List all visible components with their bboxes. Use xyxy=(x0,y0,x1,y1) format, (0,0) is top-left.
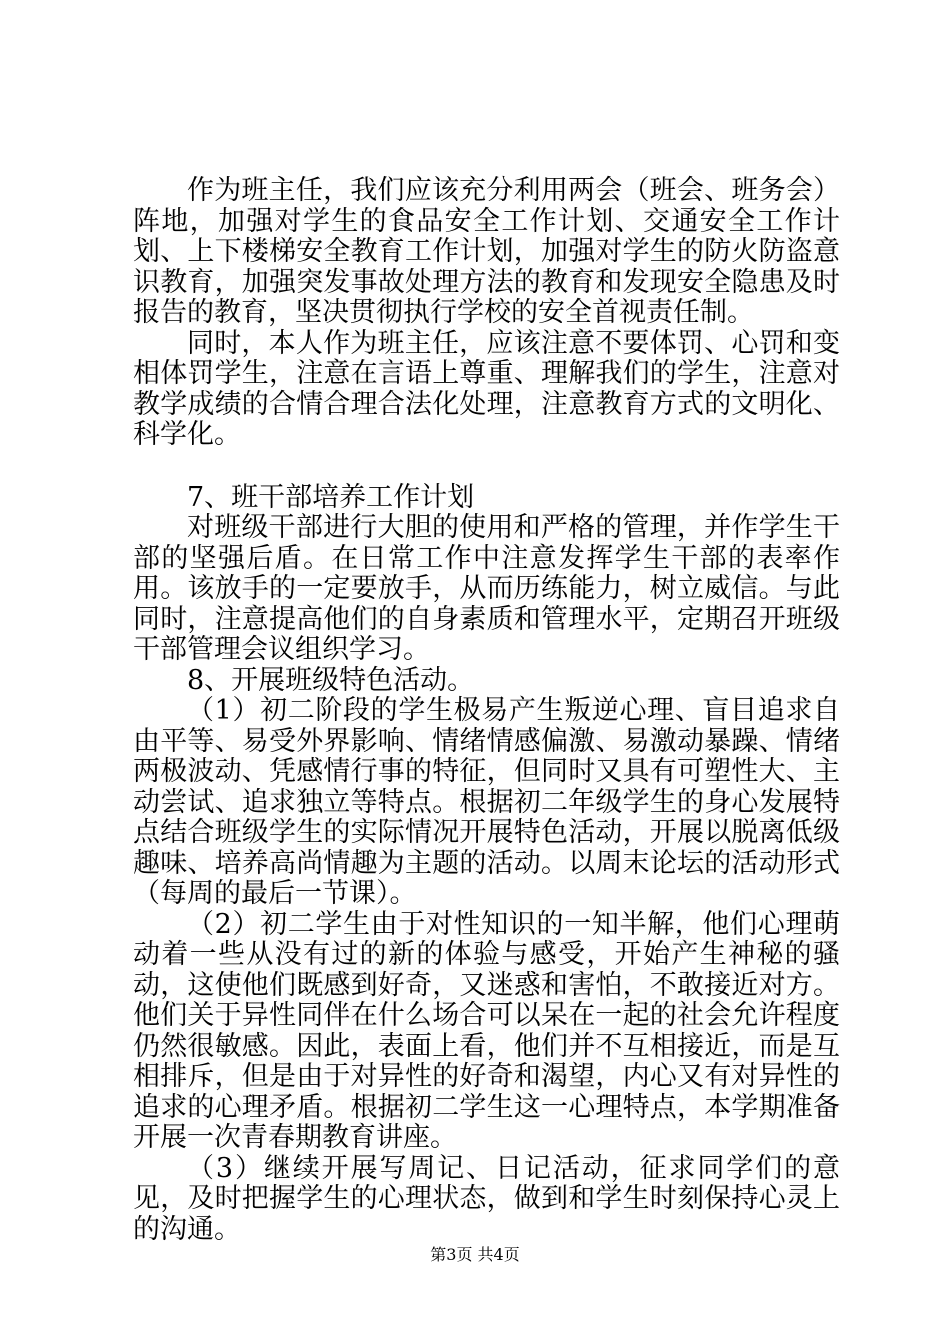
page-footer: 第3页 共4页 xyxy=(430,1245,520,1264)
paragraph-safety-education: 作为班主任，我们应该充分利用两会（班会、班务会）阵地，加强对学生的食品安全工作计划、交通安全工作计划、上下楼梯安全教育工作计划，加强对学生的防火防盗意识教育，加强突发事故处理方法的教育和发现安全隐患及时报告的教育，坚决贯彻执行学校的安全首视责任制。 xyxy=(133,175,840,328)
section-7-body: 对班级干部进行大胆的使用和严格的管理，并作学生干部的坚强后盾。在日常工作中注意发挥学生干部的表率作用。该放手的一定要放手，从而历练能力，树立威信。与此同时，注意提高他们的自身素质和管理水平，定期召开班级干部管理会议组织学习。 xyxy=(133,512,840,665)
section-8-heading: 8、开展班级特色活动。 xyxy=(187,664,475,696)
paragraph-teacher-conduct: 同时，本人作为班主任，应该注意不要体罚、心罚和变相体罚学生，注意在言语上尊重、理解我们的学生，注意对教学成绩的合情合理合法化处理，注意教育方式的文明化、科学化。 xyxy=(133,327,840,450)
paragraph-gap xyxy=(133,451,840,483)
section-8-item-3: （3）继续开展写周记、日记活动，征求同学们的意见，及时把握学生的心理状态，做到和学生时刻保持心灵上的沟通。 xyxy=(133,1152,840,1245)
document-body xyxy=(133,176,840,1245)
section-8-item-1: （1）初二阶段的学生极易产生叛逆心理、盲目追求自由平等、易受外界影响、情绪情感偏激、易激动暴躁、情绪两极波动、凭感情行事的特征，但同时又具有可塑性大、主动尝试、追求独立等特点。根据初二年级学生的身心发展特点结合班级学生的实际情况开展特色活动，开展以脱离低级趣味、培养高尚情趣为主题的活动。以周末论坛的活动形式（每周的最后一节课）。 xyxy=(133,695,840,909)
section-7-heading: 7、班干部培养工作计划 xyxy=(187,481,475,513)
section-8-item-2: （2）初二学生由于对性知识的一知半解，他们心理萌动着一些从没有过的新的体验与感受，开始产生神秘的骚动，这使他们既感到好奇，又迷惑和害怕，不敢接近对方。他们关于异性同伴在什么场合可以呆在一起的社会允许程度仍然很敏感。因此，表面上看，他们并不互相接近，而是互相排斥，但是由于对异性的好奇和渴望，内心又有对异性的追求的心理矛盾。根据初二学生这一心理特点，本学期准备开展一次青春期教育讲座。 xyxy=(133,908,840,1153)
